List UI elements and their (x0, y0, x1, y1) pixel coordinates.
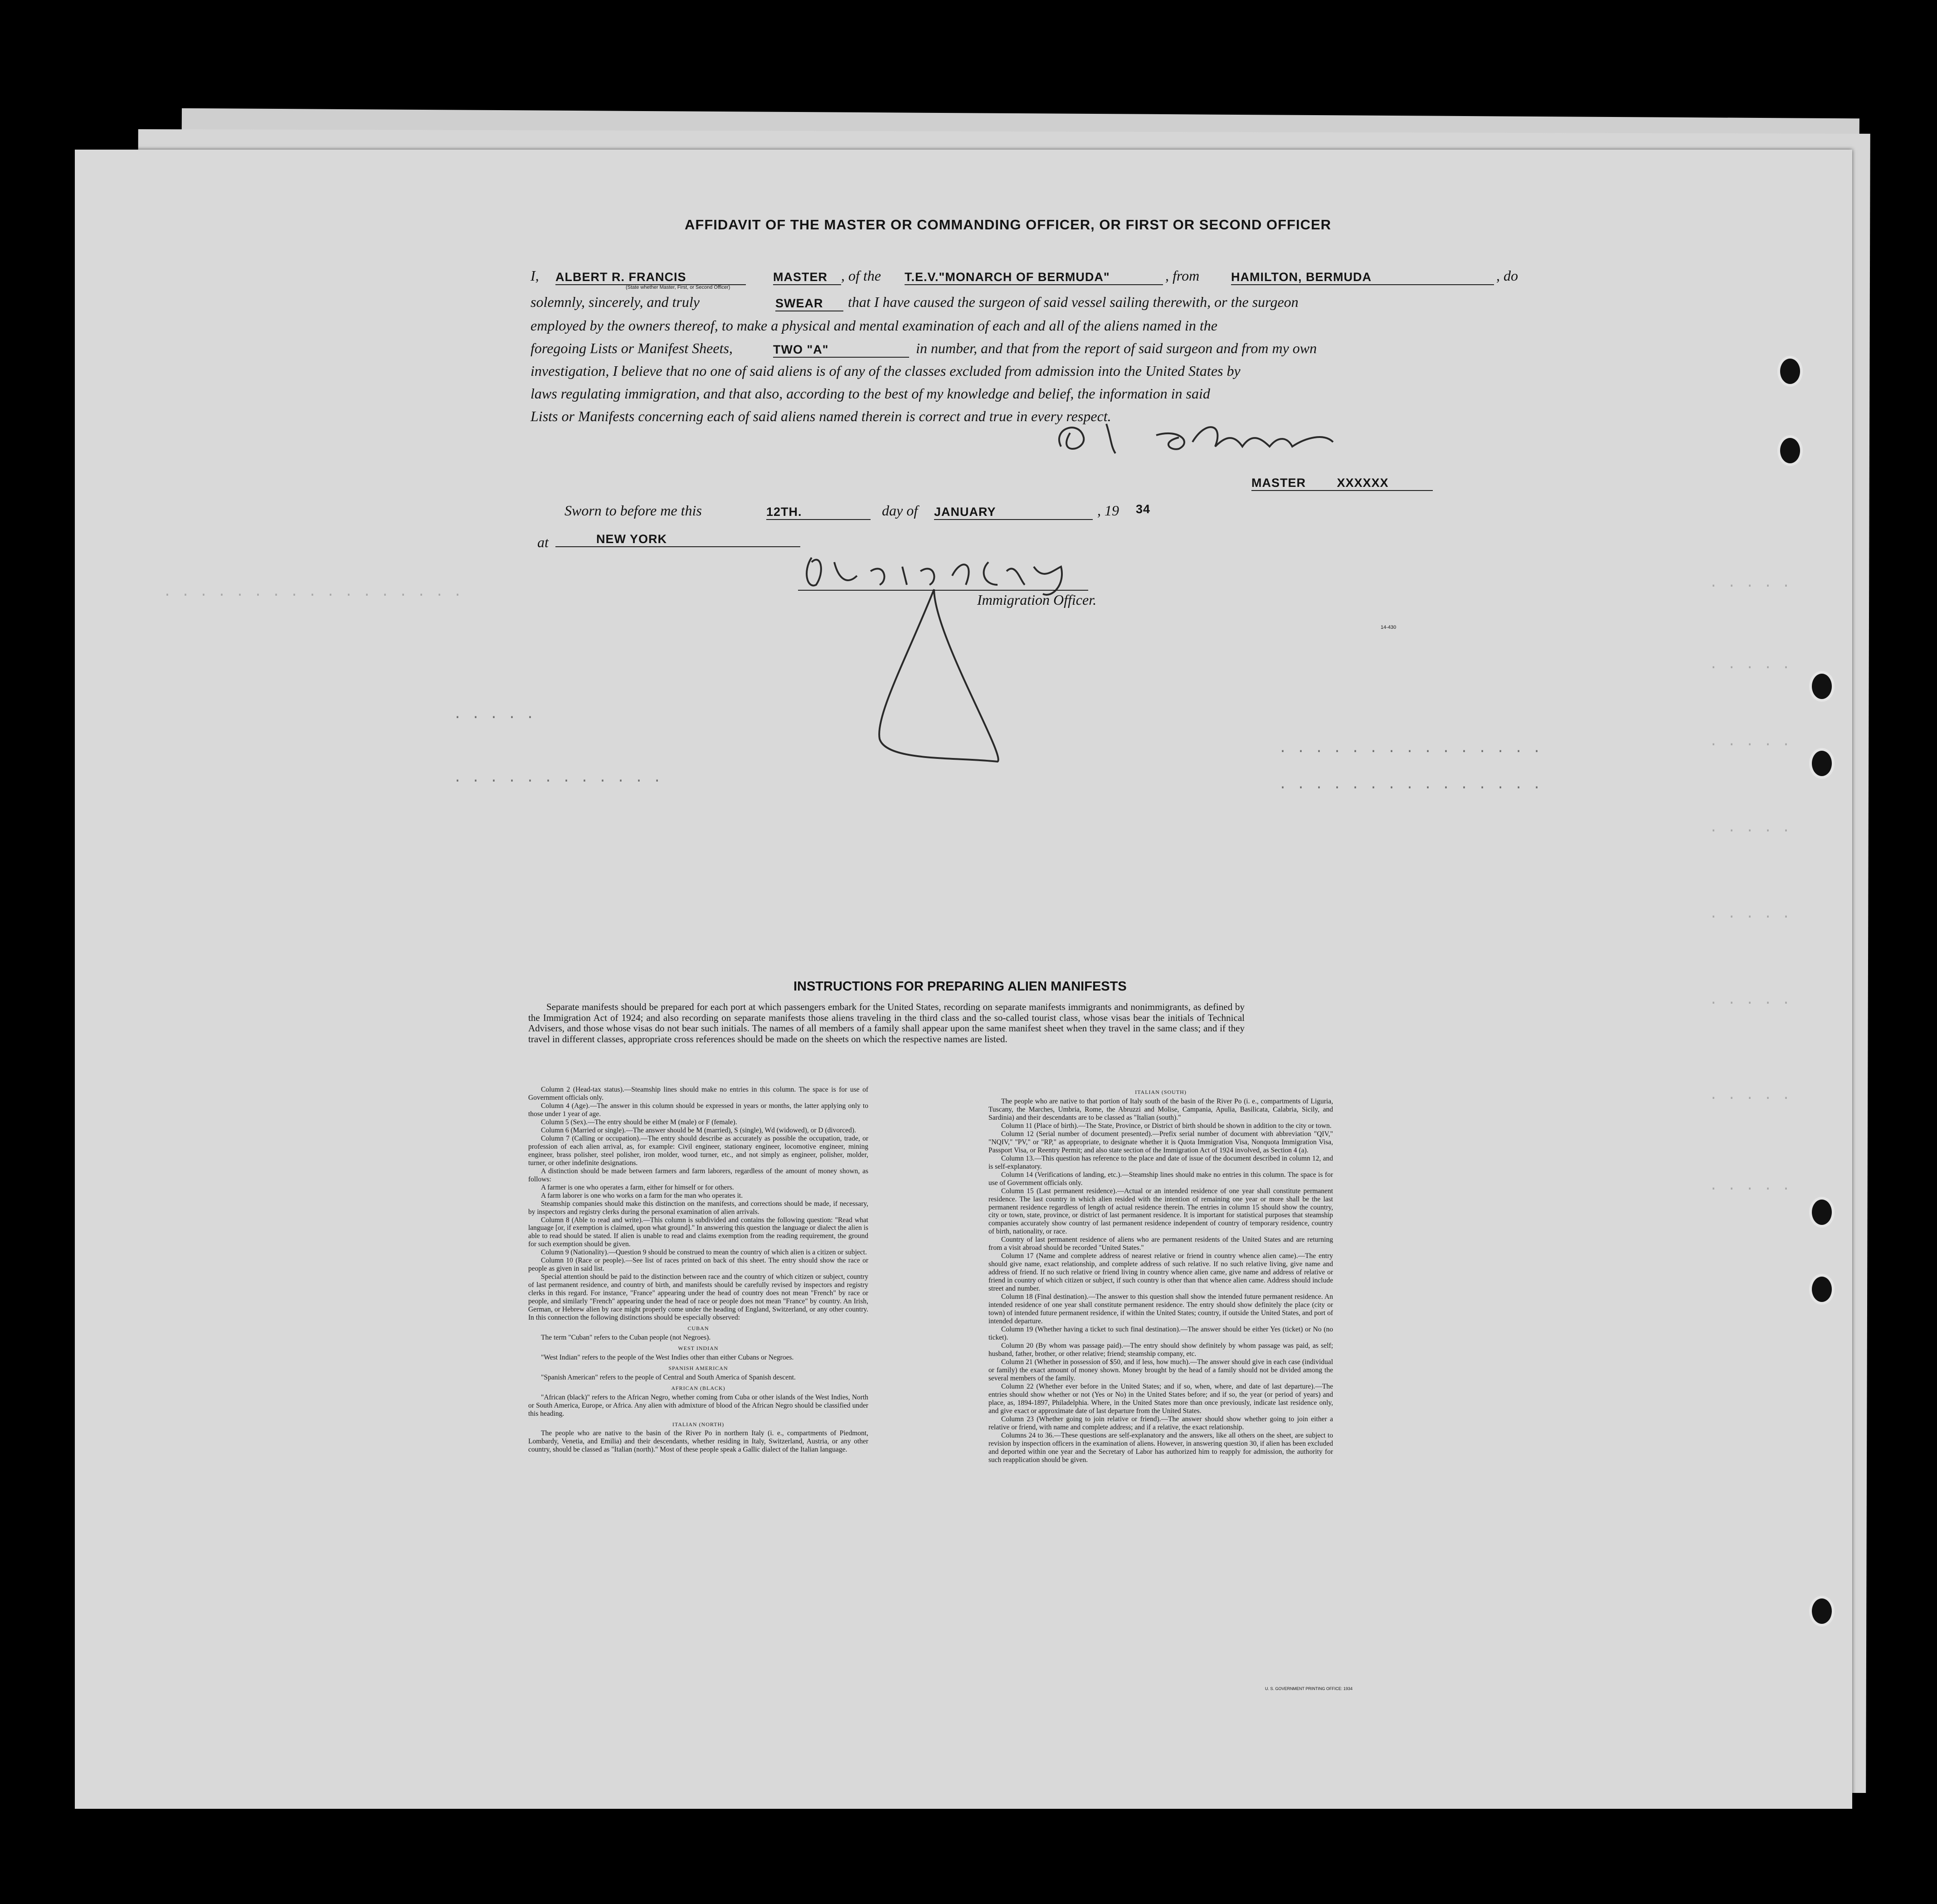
instructions-intro: Separate manifests should be prepared for each port at which passengers embark for the United States, recording on separate manifests immigrants and nonimmigrants, as defined by the Immigration Act of 1924; and also recording on separate manifests those aliens traveling in the third class and the so-called tourist class, whose visas bear the initials of Technical Advisers, and those whose visas do not bear such initials. The names of all members of a family shall appear upon the same manifest sheet when they travel in the same class; and if they travel in different classes, appropriate cross references should be made on the sheets on which the respective names are listed. (528, 1001, 1245, 1044)
section-heading: ITALIAN (SOUTH) (1135, 1089, 1187, 1095)
affidavit-line-5: investigation, I believe that no one of said aliens is of any of the classes excluded from admission into the United States by (530, 363, 1241, 379)
bleed-through-text: . . . . . (1709, 993, 1791, 1008)
affidavit-word: day of (882, 502, 918, 519)
affidavit-word: , do (1496, 267, 1518, 284)
section-heading: WEST INDIAN (678, 1345, 719, 1351)
bleed-through-text: . . . . . . . . . . . . . . . . . (163, 585, 463, 600)
sworn-place: NEW YORK (555, 532, 800, 547)
officer-label: Immigration Officer. (977, 592, 1097, 608)
affidavit-line-6: laws regulating immigration, and that also, according to the best of my knowledge and belief, the information in said (530, 385, 1210, 402)
instruction-paragraph: The people who are native to that portion of Italy south of the basin of the River Po (i. e., compartments of Liguria, Tuscany, the Marches, Umbria, Rome, the Abruzzi and Molise, Campania, Apulia, Basilicata, Calabria, Sicily, and Sardinia) and their descendants are to be classed as "Italian (south)." (988, 1097, 1333, 1122)
master-signature (1043, 410, 1451, 460)
instruction-paragraph: A farmer is one who operates a farm, either for himself or for others. (541, 1183, 734, 1191)
punch-hole (1809, 671, 1835, 702)
instruction-paragraph: Column 18 (Final destination).—The answer to this question shall show the intended future permanent residence. An intended residence of one year shall constitute permanent residence. The entry should show definitely the place (city or town) of intended future permanent residence, if within the United States; country, if outside the United States, and port of intended departure. (988, 1293, 1333, 1326)
bleed-through-text: . . . . . (1709, 907, 1791, 922)
form-number: 14-430 (1381, 625, 1397, 630)
instruction-paragraph: Column 20 (By whom was passage paid).—The entry should show definitely by whom passage was paid, as self; husband, father, brother, or other relative; friend; steamship company, etc. (988, 1341, 1333, 1358)
affidavit-word: I, (530, 267, 539, 284)
affidavit-line-1 (530, 267, 539, 284)
instruction-paragraph: Column 19 (Whether having a ticket to such final destination).—The answer should be either Yes (ticket) or No (no ticket). (988, 1326, 1333, 1341)
instruction-paragraph: The people who are native to the basin of the River Po in northern Italy (i. e., compartments of Piedmont, Lombardy, Venetia, and Emilia) and their descendants, whether residing in Italy, Switzerland, Austria, or any other country, should be classed as "Italian (north)." Most of these people speak a Gallic dialect of the Italian language. (528, 1429, 868, 1454)
instruction-paragraph: Column 21 (Whether in possession of $50, and if less, how much).—The answer should give in each case (individual or family) the exact amount of money shown. Money brought by the head of a family should not be divided among the several members of the family. (988, 1358, 1333, 1382)
punch-hole (1777, 356, 1803, 387)
affidavit-word: Sworn to before me this (565, 502, 702, 519)
bleed-through-text: . . . . . (1709, 821, 1791, 836)
signer-title (1251, 476, 1433, 491)
instruction-paragraph: Column 9 (Nationality).—Question 9 should be construed to mean the country of which alien is a citizen or subject. (541, 1248, 867, 1257)
affidavit-word: , from (1165, 267, 1200, 284)
oath-type: SWEAR (775, 296, 843, 311)
affidavit-line-7: Lists or Manifests concerning each of said aliens named therein is correct and true in every respect. (530, 408, 1111, 424)
instruction-paragraph: The term "Cuban" refers to the Cuban people (not Negroes). (541, 1334, 711, 1341)
instruction-paragraph: Column 23 (Whether going to join relative or friend).—The answer should show whether going to join either a relative or friend, with name and complete address; and if a relative, the exact relationship. (988, 1415, 1333, 1431)
affidavit-title: AFFIDAVIT OF THE MASTER OR COMMANDING OFFICER, OR FIRST OR SECOND OFFICER (685, 217, 1332, 233)
instruction-paragraph: Columns 24 to 36.—These questions are self-explanatory and the answers, like all others on the sheet, are subject to revision by inspection officers in the examination of aliens. However, in answering question 30, if alien has been excluded and deported within one year and the Secretary of Labor has authorized him to reapply for admission, the authority for such reapplication should be given. (988, 1431, 1333, 1464)
bleed-through-text: . . . . . . . . . . . . (453, 771, 662, 786)
instruction-paragraph: Column 17 (Name and complete address of nearest relative or friend in country whence alien came).—The entry should give name, exact relationship, and complete address of such relative. If no such relative living, give name and address of friend. If no such relative or friend living in country whence alien came, give name and address of relative or friend in country of which citizen or subject, if such country is other than that whence alien came. Address should include street and number. (988, 1252, 1333, 1293)
instruction-paragraph: Column 11 (Place of birth).—The State, Province, or District of birth should be shown in addition to the city or town. (1001, 1122, 1332, 1130)
instruction-paragraph: Column 10 (Race or people).—See list of races printed on back of this sheet. The entry should show the race or people as given in said list. (528, 1257, 868, 1273)
punch-hole (1809, 748, 1835, 779)
instruction-paragraph: Column 8 (Able to read and write).—This column is subdivided and contains the following question: "Read what language [or, if exemption is claimed, upon what ground]." In answering this question the language or dialect the alien is able to read should be stated. If alien is unable to read and claims exemption from the reading requirement, the ground for such exemption should be given. (528, 1216, 868, 1248)
struck-text: XXXXXX (1337, 476, 1389, 490)
affidavit-word: that I have caused the surgeon of said vessel sailing therewith, or the surgeon (848, 294, 1299, 310)
bleed-through-text: . . . . . (1709, 576, 1791, 591)
instruction-paragraph: Country of last permanent residence of aliens who are permanent residents of the United States and are returning from a visit abroad should be recorded "United States." (988, 1236, 1333, 1252)
instruction-paragraph: "Spanish American" refers to the people of Central and South America of Spanish descent. (541, 1373, 796, 1381)
vessel-name: T.E.V."MONARCH OF BERMUDA" (905, 270, 1163, 285)
punch-hole (1777, 435, 1803, 466)
instruction-paragraph: Column 22 (Whether ever before in the United States; and if so, when, where, and date of last departure).—The entries should show whether or not (Yes or No) in the United States before; and if so, the year (or period of years) and place, as, 1894-1897, Philadelphia. Where, in the United States more than once previously, indicate last residence only, and give exact or approximate date of last departure from the United States. (988, 1382, 1333, 1415)
bleed-through-text: . . . . . (1709, 1179, 1791, 1194)
bleed-through-text: . . . . . (453, 707, 535, 723)
signer-title-text: MASTER (1251, 476, 1306, 490)
section-heading: AFRICAN (BLACK) (671, 1384, 725, 1391)
sworn-year: 34 (1136, 502, 1151, 516)
sworn-month: JANUARY (934, 505, 1093, 520)
departure-port: HAMILTON, BERMUDA (1231, 270, 1494, 285)
punch-hole (1809, 1274, 1835, 1305)
affidavit-word: at (537, 534, 549, 550)
affidavit-word: in number, and that from the report of said surgeon and from my own (916, 340, 1317, 356)
instruction-paragraph: Column 5 (Sex).—The entry should be either M (male) or F (female). (541, 1118, 737, 1126)
affidavit-word: , 19 (1097, 502, 1119, 519)
instruction-paragraph: A distinction should be made between farmers and farm laborers, regardless of the amount of money shown, as follows: (528, 1167, 868, 1183)
instruction-paragraph: Steamship companies should make this distinction on the manifests, and corrections should be made, if necessary, by inspectors and registry clerks during the personal examination of alien arrivals. (528, 1200, 868, 1216)
bleed-through-text: . . . . . . . . . . . . . . . (1279, 777, 1542, 793)
instructions-right-column (988, 1086, 1333, 1464)
sworn-day: 12TH. (766, 505, 871, 520)
instruction-paragraph: Special attention should be paid to the distinction between race and the country of which citizen or subject, country of last permanent residence, and country of birth, and manifests should be carefully revised by inspectors and registry clerks in this regard. For instance, "France" appearing under the head of country does not mean "French" by race or people, and similarly "French" appearing under the head of race or people does not mean "France" by country. An Irish, German, or Hebrew alien by race might properly come under the heading of England, Switzerland, or any other country. In this connection the following distinctions should be especially observed: (528, 1273, 868, 1322)
bleed-through-text: . . . . . (1709, 734, 1791, 750)
instruction-paragraph: A farm laborer is one who works on a farm for the man who operates it. (541, 1191, 743, 1200)
instruction-paragraph: "West Indian" refers to the people of the West Indies other than either Cubans or Negroes. (541, 1353, 794, 1361)
bleed-through-text: . . . . . (1709, 1088, 1791, 1103)
instructions-title: INSTRUCTIONS FOR PREPARING ALIEN MANIFESTS (793, 979, 1127, 994)
instructions-left-column (528, 1086, 868, 1454)
instruction-paragraph: "African (black)" refers to the African Negro, whether coming from Cuba or other islands of the West Indies, North or South America, Europe, or Africa. Any alien with admixture of blood of the African Negro should be classified under this heading. (528, 1393, 868, 1418)
printer-imprint: U. S. GOVERNMENT PRINTING OFFICE: 1934 (1265, 1686, 1353, 1691)
officer-signature (798, 544, 1115, 798)
instruction-paragraph: Column 13.—This question has reference to the place and date of issue of the document described in column 12, and is self-explanatory. (988, 1154, 1333, 1171)
instruction-paragraph: Column 4 (Age).—The answer in this column should be expressed in years or months, the latter applying only to those under 1 year of age. (528, 1102, 868, 1118)
section-heading: SPANISH AMERICAN (668, 1365, 728, 1371)
master-name: ALBERT R. FRANCIS (555, 270, 746, 285)
affidavit-word: , of the (841, 267, 881, 284)
instruction-paragraph: Column 14 (Verifications of landing, etc.).—Steamship lines should make no entries in this column. The space is for use of Government officials only. (988, 1171, 1333, 1187)
instruction-paragraph: Column 7 (Calling or occupation).—The entry should describe as accurately as possible the occupation, trade, or profession of each alien arrival, as, for example: Civil engineer, stationary engineer, locomotive engineer, mining engineer, brass polisher, steel polisher, iron molder, wood turner, etc., and not simply as engineer, polisher, molder, turner, or other indefinite designations. (528, 1134, 868, 1167)
instruction-paragraph: Column 12 (Serial number of document presented).—Prefix serial number of document with abbreviation "QIV," "NQIV," "PV," or "RP," as appropriate, to designate whether it is Quota Immigration Visa, Nonquota Immigration Visa, Passport Visa, or Reentry Permit; and also state section of the Immigration Act of 1924 involved, as Section 4 (a). (988, 1130, 1333, 1154)
bleed-through-text: . . . . . . . . . . . . . . . (1279, 741, 1542, 757)
section-heading: ITALIAN (NORTH) (672, 1421, 725, 1428)
section-heading: CUBAN (687, 1325, 709, 1332)
rank-hint: (State whether Master, First, or Second Officer) (626, 285, 730, 290)
officer-rank: MASTER (773, 270, 841, 285)
punch-hole (1809, 1596, 1835, 1627)
affidavit-word: foregoing Lists or Manifest Sheets, (530, 340, 733, 356)
affidavit-line-3: employed by the owners thereof, to make a physical and mental examination of each and all of the aliens named in the (530, 317, 1217, 334)
bleed-through-text: . . . . . (1709, 657, 1791, 673)
instruction-paragraph: Column 6 (Married or single).—The answer should be M (married), S (single), Wd (widowed), or D (divorced). (541, 1126, 856, 1134)
punch-hole (1809, 1197, 1835, 1228)
instruction-paragraph: Column 2 (Head-tax status).—Steamship lines should make no entries in this column. The space is for use of Government officials only. (528, 1086, 868, 1102)
sheet-count: TWO "A" (773, 343, 909, 358)
instruction-paragraph: Column 15 (Last permanent residence).—Actual or an intended residence of one year shall constitute permanent residence. The last country in which alien resided with the intention of remaining one year or more shall be the last permanent residence regardless of length of actual residence therein. The entries in column 15 should show the country, city or town, state, province, or district of last permanent residence. It is important for statistical purposes that steamship companies accurately show country of last permanent residence independent of country of temporary residence, country of birth, nationality, or race. (988, 1187, 1333, 1236)
affidavit-word: solemnly, sincerely, and truly (530, 294, 700, 310)
